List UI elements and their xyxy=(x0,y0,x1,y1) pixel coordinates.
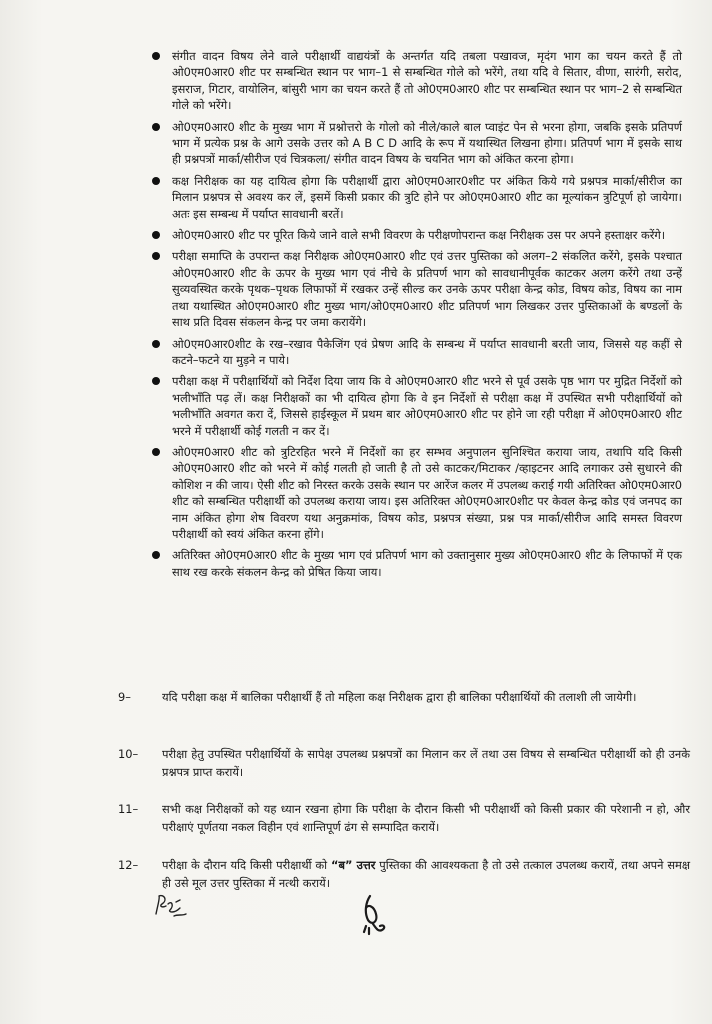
item-number: 11– xyxy=(118,802,139,816)
bullet-dot-icon xyxy=(152,377,160,385)
bullet-item xyxy=(150,336,682,369)
bullet-item xyxy=(150,547,682,580)
numbered-item-12 xyxy=(118,856,690,892)
officer-signature xyxy=(356,888,394,938)
bullet-item xyxy=(150,48,682,114)
bullet-dot-icon xyxy=(152,177,160,185)
bullet-dot-icon xyxy=(152,52,160,60)
bullet-item xyxy=(150,444,682,542)
bullet-dot-icon xyxy=(152,123,160,131)
item-text xyxy=(162,856,690,892)
bullet-item xyxy=(150,248,682,330)
bullet-list xyxy=(150,48,682,585)
initials-signature xyxy=(150,892,192,922)
bullet-text: ओ0एम0आर0 शीट के मुख्य भाग में प्रश्नोत्तरो के गोलो को नीले/काले बाल प्वाइंट पेन से भरना होगा, जबकि इसके प्रतिपर्ण भाग में प्रत्येक प्रश्न के आगे उसके उत्तर को A B C D आदि के रूप में यथास्थित लिखना होगा। प्रतिपर्ण भाग में इसके साथ ही प्रश्नपत्रों मार्का/सीरीज एवं चित्रकला/ संगीत वादन विषय के चयनित भाग को अंकित करना होगा। xyxy=(172,119,682,167)
item-text-end: पुस्तिका की आवश्यकता है तो उसे तत्काल उपलब्ध करायें, तथा अपने समक्ष ही उसे मूल उत्तर पुस्तिका में नत्थी करायें। xyxy=(162,858,690,890)
item-text: परीक्षा हेतु उपस्थित परीक्षार्थियों के सापेक्ष उपलब्ध प्रश्नपत्रों का मिलान कर लें तथा उस विषय से सम्बन्धित परीक्षार्थी को ही उनके प्रश्नपत्र प्राप्त करायें। xyxy=(162,747,690,779)
bullet-text: ओ0एम0आर0 शीट को त्रुटिरहित भरने में निर्देशों का हर सम्भव अनुपालन सुनिश्चित कराया जाय, तथापि यदि किसी ओ0एम0आर0 शीट को भरने में कोई गलती हो जाती है तो उसे काटकर/मिटाकर /व्हाइटनर आदि लगाकर उसे सुधारने की कोशिश न की जाय। ऐसी शीट को निरस्त करके उसके स्थान पर आरेंज कलर में उपलब्ध कराई गयी अतिरिक्त ओ0एम0आर0 शीट को सम्बन्धित परीक्षार्थी को उपलब्ध कराया जाय। इस अतिरिक्त ओ0एम0आर0शीट पर केवल केन्द्र कोड एवं जनपद का नाम अंकित होगा शेष विवरण यथा अनुक्रमांक, विषय कोड, प्रश्नपत्र संख्या, प्रश्न पत्र मार्का/सीरीज आदि समस्त विवरण परीक्षार्थी को स्वयं अंकित करना होंगे। xyxy=(172,444,682,541)
bullet-text: ओ0एम0आर0शीट के रख–रखाव पैकेजिंग एवं प्रेषण आदि के सम्बन्ध में पर्याप्त सावधानी बरती जाय, जिससे यह कहीं से कटने–फटने या मुड़ने न पाये। xyxy=(172,336,682,367)
item-number: 12– xyxy=(118,858,139,872)
item-text-start: परीक्षा के दौरान यदि किसी परीक्षार्थी को xyxy=(162,858,331,872)
bullet-text: कक्ष निरीक्षक का यह दायित्व होगा कि परीक्षार्थी द्वारा ओ0एम0आर0शीट पर अंकित किये गये प्रश्नपत्र मार्का/सीरीज का मिलान प्रश्नपत्र से अवश्य कर लें, इसमें किसी प्रकार की त्रुटि होने पर ओ0एम0आर0 शीट का मूल्यांकन त्रुटिपूर्ण हो जायेगा। अतः इस सम्बन्ध में पर्याप्त सावधानी बरतें। xyxy=(172,173,682,221)
bullet-item xyxy=(150,119,682,168)
numbered-item-11 xyxy=(118,800,690,836)
bullet-dot-icon xyxy=(152,252,160,260)
item-text: यदि परीक्षा कक्ष में बालिका परीक्षार्थी हैं तो महिला कक्ष निरीक्षक द्वारा ही बालिका परीक्षार्थियों की तलाशी ली जायेगी। xyxy=(162,690,637,704)
bullet-item xyxy=(150,227,682,243)
bullet-text: परीक्षा समाप्ति के उपरान्त कक्ष निरीक्षक ओ0एम0आर0 शीट एवं उत्तर पुस्तिका को अलग–2 संकलित करेंगे, इसके पश्चात ओ0एम0आर0 शीट के ऊपर के मुख्य भाग एवं नीचे के प्रतिपर्ण भाग को सावधानीपूर्वक काटकर अलग करेंगे तथा उन्हें सुव्यवस्थित करके पृथक–पृथक लिफाफों में रखकर उन्हें सील्ड कर उनके ऊपर परीक्षा केन्द्र कोड, विषय कोड, विषय का नाम तथा यथास्थित ओ0एम0आर0 शीट मुख्य भाग/ओ0एम0आर0 शीट प्रतिपर्ण भाग लिखकर उत्तर पुस्तिकाओं के बण्डलों के साथ प्रति दिवस संकलन केन्द्र पर जमा करायेंगे। xyxy=(172,249,682,330)
item-text: सभी कक्ष निरीक्षकों को यह ध्यान रखना होगा कि परीक्षा के दौरान किसी भी परीक्षार्थी को किसी प्रकार की परेशानी न हो, और परीक्षाएं पूर्णतया नकल विहीन एवं शान्तिपूर्ण ढंग से सम्पादित करायें। xyxy=(162,802,690,834)
bullet-dot-icon xyxy=(152,551,160,559)
numbered-item-10 xyxy=(118,745,690,781)
bullet-text: संगीत वादन विषय लेने वाले परीक्षार्थी वाद्ययंत्रों के अन्तर्गत यदि तबला पखावज, मृदंग भाग का चयन करते हैं तो ओ0एम0आर0 शीट पर सम्बन्धित स्थान पर भाग–1 से सम्बन्धित गोले को भरेंगे, तथा यदि वे सितार, वीणा, सारंगी, सरोद, इसराज, गिटार, वायोलिन, बांसुरी भाग का चयन करते हैं तो ओ0एम0आर0 शीट पर सम्बन्धित स्थान पर भाग–2 से सम्बन्धित गोले को भरेंगे। xyxy=(172,49,682,113)
bullet-dot-icon xyxy=(152,448,160,456)
bullet-text: ओ0एम0आर0 शीट पर पूरित किये जाने वाले सभी विवरण के परीक्षणोपरान्त कक्ष निरीक्षक उस पर अपने हस्ताक्षर करेंगे। xyxy=(172,228,666,243)
numbered-item-9 xyxy=(118,688,690,706)
bullet-dot-icon xyxy=(152,340,160,348)
item-number: 9– xyxy=(118,690,131,704)
bullet-text: अतिरिक्त ओ0एम0आर0 शीट के मुख्य भाग एवं प्रतिपर्ण भाग को उक्तानुसार मुख्य ओ0एम0आर0 शीट के लिफाफों में एक साथ रख करके संकलन केन्द्र को प्रेषित किया जाय। xyxy=(172,548,682,579)
item-text-bold: “ब” उत्तर xyxy=(330,858,376,872)
bullet-dot-icon xyxy=(152,231,160,239)
bullet-text: परीक्षा कक्ष में परीक्षार्थियों को निर्देश दिया जाय कि वे ओ0एम0आर0 शीट भरने से पूर्व उसके पृष्ठ भाग पर मुद्रित निर्देशों को भलीभाँति पढ़ लें। कक्ष निरीक्षकों का भी दायित्व होगा कि वे इन निर्देशों से परीक्षा कक्ष में उपस्थित सभी परीक्षार्थियों को भलीभाँति अवगत करा दें, जिससे हाईस्कूल में प्रथम बार ओ0एम0आर0 शीट पर होने जा रही परीक्षा में ओ0एम0आर0 शीट भरने में परीक्षार्थी कोई गलती न कर दें। xyxy=(172,374,682,438)
item-number: 10– xyxy=(118,747,139,761)
bullet-item xyxy=(150,373,682,439)
bullet-item xyxy=(150,173,682,222)
